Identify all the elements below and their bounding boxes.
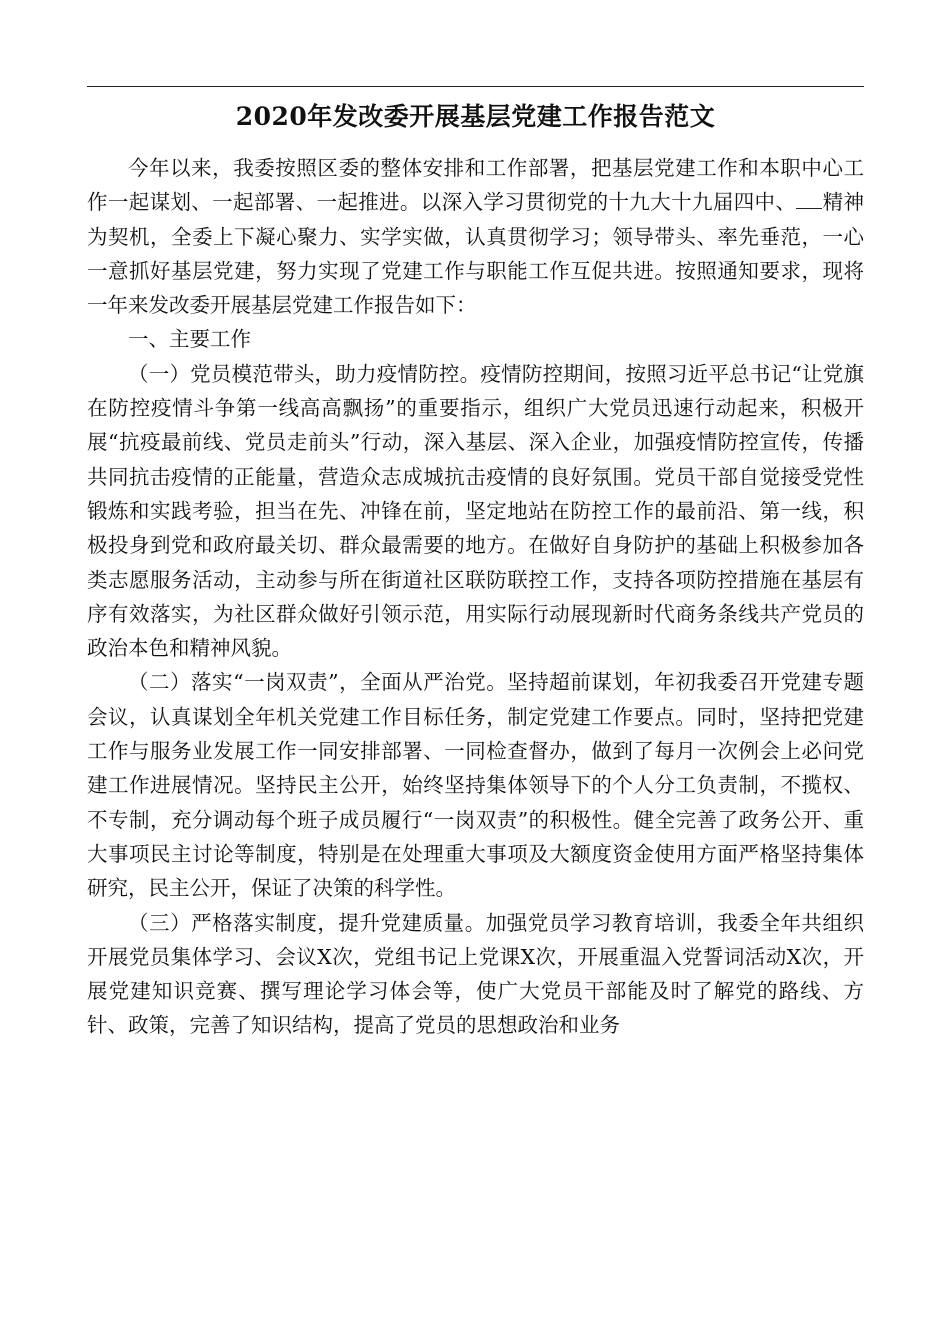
paragraph-section-3: （三）严格落实制度，提升党建质量。加强党员学习教育培训，我委全年共组织开展党员集体学习、会议X次，党组书记上党课X次，开展重温入党誓词活动X次，开展党建知识竞赛、撰写理论学习体会等，使广大党员干部能及时了解党的路线、方针、政策，完善了知识结构，提高了党员的思想政治和业务 [87, 910, 864, 1038]
document-title: 2020年发改委开展基层党建工作报告范文 [235, 102, 716, 131]
paragraph-section-1: （一）党员模范带头，助力疫情防控。疫情防控期间，按照习近平总书记“让党旗在防控疫情斗争第一线高高飘扬”的重要指示，组织广大党员迅速行动起来，积极开展“抗疫最前线、党员走前头”行动，深入基层、深入企业，加强疫情防控宣传，传播共同抗击疫情的正能量，营造众志成城抗击疫情的良好氛围。党员干部自觉接受党性锻炼和实践考验，担当在先、冲锋在前，坚定地站在防控工作的最前沿、第一线，积极投身到党和政府最关切、群众最需要的地方。在做好自身防护的基础上积极参加各类志愿服务活动，主动参与所在街道社区联防联控工作，支持各项防控措施在基层有序有效落实，为社区群众做好引领示范，用实际行动展现新时代商务条线共产党员的政治本色和精神风貌。 [87, 361, 864, 661]
paragraph-section-2: （二）落实“一岗双责”，全面从严治党。坚持超前谋划，年初我委召开党建专题会议，认真谋划全年机关党建工作目标任务，制定党建工作要点。同时，坚持把党建工作与服务业发展工作一同安排部署、一同检查督办，做到了每月一次例会上必问党建工作进展情况。坚持民主公开，始终坚持集体领导下的个人分工负责制，不揽权、不专制，充分调动每个班子成员履行“一岗双责”的积极性。健全完善了政务公开、重大事项民主讨论等制度，特别是在处理重大事项及大额度资金使用方面严格坚持集体研究，民主公开，保证了决策的科学性。 [87, 670, 864, 901]
paragraph-intro [87, 151, 864, 322]
paragraph-intro-part1: 今年以来，我委按照区委的整体安排和工作部署，把基层党建工作和本职中心工作一起谋划、一起部署、一起推进。以深入学习贯彻党的十九大十九届四中、 [87, 156, 864, 215]
document-body [87, 151, 864, 1043]
fill-in-blank [796, 190, 822, 209]
header-rule [87, 86, 864, 87]
section-heading-main-work: 一、主要工作 [128, 327, 251, 352]
paragraph-intro-part2: 精神为契机，全委上下凝心聚力、实学实做，认真贯彻学习；领导带头、率先垂范，一心一意抓好基层党建，努力实现了党建工作与职能工作互促共进。按照通知要求，现将一年来发改委开展基层党建工作报告如下： [87, 190, 865, 318]
